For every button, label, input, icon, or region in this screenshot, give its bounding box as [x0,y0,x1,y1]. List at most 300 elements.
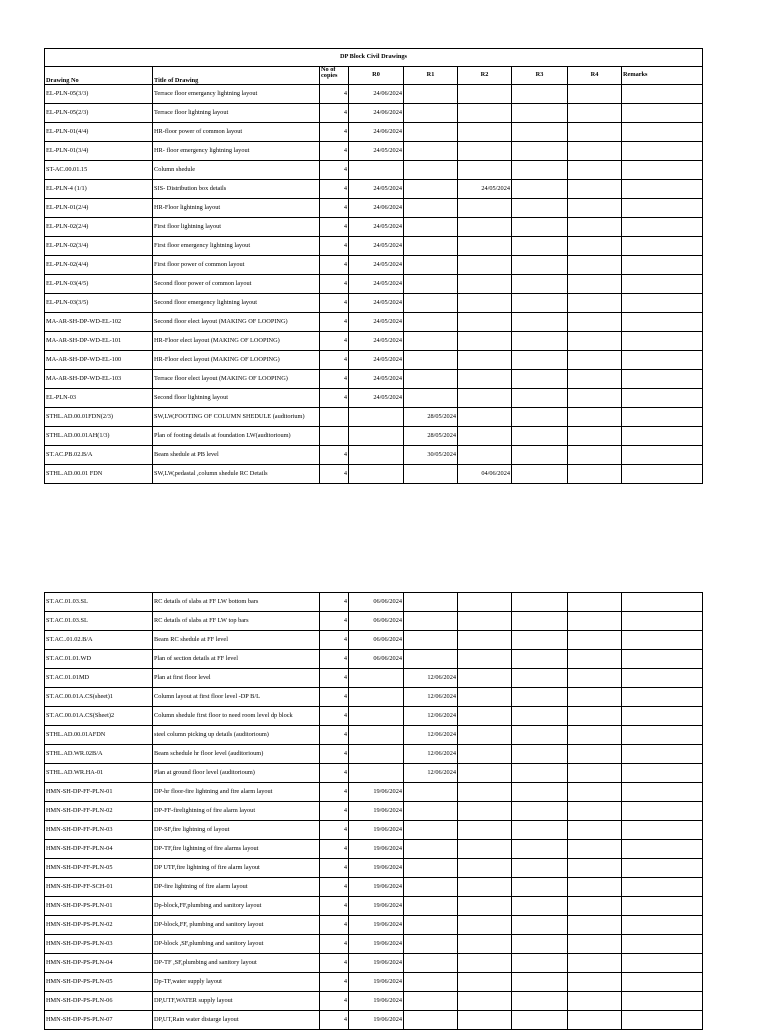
cell-title: Second floor emergency lightning layout [153,294,320,313]
cell-copies: 4 [320,85,349,104]
cell-copies: 4 [320,650,349,669]
cell-copies: 4 [320,123,349,142]
cell-r0: 24/06/2024 [349,123,404,142]
cell-r4 [568,161,622,180]
cell-r3 [512,275,568,294]
cell-r4 [568,237,622,256]
cell-r0: 06/06/2024 [349,650,404,669]
cell-title: DP-FF-firelightning of fire alarm layout [153,802,320,821]
cell-r3 [512,878,568,897]
cell-r4 [568,745,622,764]
table-row [45,218,703,237]
cell-r0 [349,688,404,707]
cell-copies: 4 [320,688,349,707]
cell-r4 [568,1011,622,1030]
cell-copies: 4 [320,218,349,237]
table-row [45,446,703,465]
cell-r3 [512,669,568,688]
cell-r2 [458,612,512,631]
cell-title: DP-SF,fire lightning of layout [153,821,320,840]
cell-title: HR-floor power of common layout [153,123,320,142]
cell-r0: 19/06/2024 [349,935,404,954]
cell-remarks [622,764,703,783]
cell-r3 [512,726,568,745]
cell-r0: 24/06/2024 [349,104,404,123]
cell-r2 [458,764,512,783]
cell-title: Plan of footing details at foundation LW(auditorioum) [153,427,320,446]
table-row [45,85,703,104]
cell-r0: 19/06/2024 [349,973,404,992]
cell-r1 [404,275,458,294]
cell-r1 [404,973,458,992]
cell-r1 [404,180,458,199]
cell-r1 [404,954,458,973]
cell-r0: 24/05/2024 [349,370,404,389]
cell-r2 [458,104,512,123]
cell-r2 [458,783,512,802]
cell-r3 [512,104,568,123]
cell-copies: 4 [320,389,349,408]
cell-title: Beam RC shedule at FF level [153,631,320,650]
cell-drawing-no: ST.AC.01.03.SL [45,612,153,631]
cell-r0: 19/06/2024 [349,1011,404,1030]
cell-r1 [404,123,458,142]
cell-r4 [568,631,622,650]
cell-r1 [404,859,458,878]
cell-r0 [349,726,404,745]
cell-copies: 4 [320,142,349,161]
cell-title: Terrace floor emergancy lightning layout [153,85,320,104]
cell-title: DP-fire lightning of fire alarm layout [153,878,320,897]
cell-remarks [622,593,703,612]
cell-remarks [622,821,703,840]
cell-drawing-no: ST.AC.00.01A.CS(sheet)1 [45,688,153,707]
cell-drawing-no: ST.AC..01.02.B/A [45,631,153,650]
cell-copies: 4 [320,180,349,199]
cell-r4 [568,992,622,1011]
cell-r3 [512,973,568,992]
cell-remarks [622,669,703,688]
table-row [45,878,703,897]
cell-r1 [404,631,458,650]
table-row [45,669,703,688]
cell-remarks [622,726,703,745]
cell-r3 [512,427,568,446]
cell-drawing-no: STHL.AD.00.01AFDN [45,726,153,745]
table-row [45,427,703,446]
cell-r1 [404,783,458,802]
cell-r0: 24/05/2024 [349,313,404,332]
cell-r3 [512,916,568,935]
table-row [45,916,703,935]
cell-r3 [512,370,568,389]
cell-remarks [622,650,703,669]
cell-r3 [512,237,568,256]
cell-r3 [512,446,568,465]
cell-title: DP-block,FF, plumbing and sanitory layout [153,916,320,935]
header-drawing-no: Drawing No [45,67,153,85]
cell-title: Plan of section details at FF level [153,650,320,669]
cell-r2 [458,446,512,465]
cell-title: Column shedule [153,161,320,180]
cell-drawing-no: MA-AR-SH-DP-WD-EL-101 [45,332,153,351]
cell-title: SIS- Distribution box details [153,180,320,199]
cell-r3 [512,142,568,161]
cell-r3 [512,161,568,180]
drawings-table-top [44,48,703,484]
cell-drawing-no: EL-PLN-4 (1/1) [45,180,153,199]
cell-copies: 4 [320,764,349,783]
cell-remarks [622,935,703,954]
cell-r0 [349,745,404,764]
cell-drawing-no: EL-PLN-01(3/4) [45,142,153,161]
table-row [45,802,703,821]
cell-drawing-no: EL-PLN-01(2/4) [45,199,153,218]
drawings-table-bottom [44,592,703,1030]
cell-drawing-no: EL-PLN-02(2/4) [45,218,153,237]
cell-r4 [568,726,622,745]
cell-copies: 4 [320,916,349,935]
header-r4: R4 [568,67,622,85]
table-row [45,294,703,313]
cell-r0 [349,427,404,446]
cell-copies: 4 [320,840,349,859]
cell-r2: 04/06/2024 [458,465,512,484]
cell-r2 [458,427,512,446]
sheet-title: DP Block Civil Drawings [45,49,703,67]
cell-r2 [458,726,512,745]
cell-remarks [622,142,703,161]
cell-r2 [458,1011,512,1030]
cell-title: First floor power of common layout [153,256,320,275]
cell-r3 [512,631,568,650]
cell-remarks [622,389,703,408]
cell-r2 [458,992,512,1011]
cell-r3 [512,351,568,370]
cell-r3 [512,688,568,707]
cell-copies: 4 [320,631,349,650]
cell-remarks [622,199,703,218]
cell-drawing-no: HMN-SH-DP-PS-PLN-01 [45,897,153,916]
cell-r0: 24/05/2024 [349,256,404,275]
table-row [45,764,703,783]
table-row [45,351,703,370]
cell-r3 [512,745,568,764]
table-row [45,897,703,916]
cell-drawing-no: ST.AC.01.01.WD [45,650,153,669]
cell-r1 [404,992,458,1011]
table-row [45,332,703,351]
table-row [45,593,703,612]
table-row [45,707,703,726]
cell-r4 [568,332,622,351]
cell-copies: 4 [320,973,349,992]
cell-r3 [512,408,568,427]
cell-r2 [458,237,512,256]
cell-r0: 24/05/2024 [349,389,404,408]
cell-r1 [404,612,458,631]
cell-drawing-no: EL-PLN-01(4/4) [45,123,153,142]
cell-remarks [622,859,703,878]
cell-r2 [458,593,512,612]
cell-r0 [349,764,404,783]
cell-title: DP-block ,SF,plumbing and sanitory layout [153,935,320,954]
cell-r2 [458,313,512,332]
table-row [45,408,703,427]
cell-copies: 4 [320,612,349,631]
cell-r3 [512,218,568,237]
cell-copies: 4 [320,669,349,688]
cell-title: Plan at first floor level [153,669,320,688]
table-row [45,631,703,650]
cell-r2 [458,631,512,650]
cell-r2 [458,821,512,840]
cell-copies: 4 [320,161,349,180]
cell-remarks [622,688,703,707]
cell-r0: 06/06/2024 [349,631,404,650]
cell-drawing-no: HMN-SH-DP-PS-PLN-03 [45,935,153,954]
cell-title: Column layout at first floor level -DP B/L [153,688,320,707]
cell-drawing-no: EL-PLN-03(3/5) [45,294,153,313]
cell-r1 [404,802,458,821]
table-row [45,142,703,161]
cell-title: Dp-TF,water supply layout [153,973,320,992]
table-row [45,275,703,294]
cell-copies: 4 [320,294,349,313]
cell-r4 [568,199,622,218]
cell-remarks [622,707,703,726]
cell-r4 [568,256,622,275]
cell-remarks [622,237,703,256]
cell-r0 [349,707,404,726]
cell-title: Beam shedule at PB level [153,446,320,465]
cell-r1 [404,294,458,313]
cell-title: Second floor elect layout (MAKING OF LOOPING) [153,313,320,332]
cell-r3 [512,612,568,631]
cell-r4 [568,916,622,935]
cell-r1 [404,237,458,256]
cell-r1 [404,85,458,104]
table-row [45,954,703,973]
cell-title: SW,LW,pedastal ,column shedule RC Details [153,465,320,484]
cell-remarks [622,745,703,764]
cell-r3 [512,199,568,218]
cell-copies: 4 [320,897,349,916]
cell-r1: 12/06/2024 [404,669,458,688]
cell-r1: 12/06/2024 [404,688,458,707]
cell-r3 [512,180,568,199]
table-row [45,465,703,484]
cell-r1 [404,1011,458,1030]
cell-drawing-no: EL-PLN-02(3/4) [45,237,153,256]
cell-r4 [568,123,622,142]
cell-remarks [622,954,703,973]
cell-r1 [404,256,458,275]
cell-r0: 06/06/2024 [349,612,404,631]
cell-r3 [512,332,568,351]
cell-remarks [622,783,703,802]
cell-r2 [458,161,512,180]
header-row [45,67,703,85]
cell-copies: 4 [320,370,349,389]
cell-remarks [622,332,703,351]
cell-copies: 4 [320,954,349,973]
cell-title: DP-TF ,SF,plumbing and sanitory layout [153,954,320,973]
cell-r0: 19/06/2024 [349,992,404,1011]
cell-r1: 30/05/2024 [404,446,458,465]
cell-r1: 12/06/2024 [404,707,458,726]
cell-r4 [568,897,622,916]
cell-r2 [458,916,512,935]
cell-r1 [404,161,458,180]
cell-drawing-no: EL-PLN-05(3/3) [45,85,153,104]
cell-r4 [568,465,622,484]
cell-r4 [568,783,622,802]
cell-r0 [349,465,404,484]
cell-r2 [458,370,512,389]
cell-r1 [404,332,458,351]
cell-copies: 4 [320,313,349,332]
table-row [45,973,703,992]
cell-drawing-no: ST-AC.00.01.15 [45,161,153,180]
cell-r2 [458,332,512,351]
cell-r4 [568,85,622,104]
cell-copies: 4 [320,351,349,370]
cell-r4 [568,821,622,840]
cell-r2 [458,142,512,161]
cell-r0: 19/06/2024 [349,840,404,859]
table-row [45,726,703,745]
cell-r1 [404,465,458,484]
cell-r0: 24/05/2024 [349,142,404,161]
cell-title: RC details of slabs at FF LW top bars [153,612,320,631]
cell-title: Second floor lightning layout [153,389,320,408]
cell-drawing-no: STHL.AD.00.01AH(1/3) [45,427,153,446]
cell-r2 [458,123,512,142]
table-row [45,370,703,389]
cell-title: SW,LW,FOOTING OF COLUMN SHEDULE (auditorium) [153,408,320,427]
cell-drawing-no: STHL.AD.WR.HA-01 [45,764,153,783]
cell-r0: 19/06/2024 [349,897,404,916]
cell-drawing-no: ST.AC.PB.02.B/A [45,446,153,465]
cell-r4 [568,764,622,783]
cell-r0: 19/06/2024 [349,916,404,935]
cell-r4 [568,669,622,688]
cell-r1 [404,878,458,897]
cell-drawing-no: EL-PLN-03 [45,389,153,408]
cell-remarks [622,612,703,631]
cell-r3 [512,783,568,802]
cell-r2 [458,256,512,275]
cell-r3 [512,313,568,332]
cell-r3 [512,707,568,726]
cell-r4 [568,370,622,389]
cell-r4 [568,859,622,878]
cell-r0: 24/06/2024 [349,85,404,104]
cell-drawing-no: HMN-SH-DP-PS-PLN-07 [45,1011,153,1030]
cell-title: HR-Floor elect layout (MAKING OF LOOPING) [153,332,320,351]
cell-r4 [568,294,622,313]
cell-r2 [458,935,512,954]
table-row [45,389,703,408]
cell-remarks [622,256,703,275]
cell-r4 [568,389,622,408]
cell-r2 [458,408,512,427]
cell-r2 [458,389,512,408]
cell-drawing-no: EL-PLN-02(4/4) [45,256,153,275]
cell-remarks [622,446,703,465]
cell-r1 [404,104,458,123]
cell-r3 [512,897,568,916]
cell-copies: 4 [320,446,349,465]
cell-r0 [349,669,404,688]
cell-drawing-no: EL-PLN-03(4/5) [45,275,153,294]
cell-r2 [458,669,512,688]
cell-copies: 4 [320,992,349,1011]
cell-title: Plan at ground floor level (auditorioum) [153,764,320,783]
cell-title: HR-Floor lightning layout [153,199,320,218]
cell-copies: 4 [320,1011,349,1030]
cell-copies: 4 [320,707,349,726]
cell-copies: 4 [320,104,349,123]
cell-r1 [404,313,458,332]
cell-r3 [512,992,568,1011]
cell-r3 [512,802,568,821]
cell-r4 [568,180,622,199]
cell-r0: 24/05/2024 [349,351,404,370]
table-row [45,237,703,256]
cell-r2 [458,954,512,973]
cell-r4 [568,408,622,427]
cell-r3 [512,935,568,954]
cell-title: DP,UT,Rain water distarge layout [153,1011,320,1030]
cell-drawing-no: ST.AC.01.03.SL [45,593,153,612]
cell-remarks [622,313,703,332]
cell-copies: 4 [320,465,349,484]
cell-r2 [458,199,512,218]
table-row [45,821,703,840]
cell-copies: 4 [320,199,349,218]
table-row [45,650,703,669]
cell-r2 [458,294,512,313]
cell-title: First floor lightning layout [153,218,320,237]
cell-remarks [622,218,703,237]
cell-copies: 4 [320,783,349,802]
cell-copies: 4 [320,802,349,821]
cell-copies: 4 [320,593,349,612]
cell-r3 [512,256,568,275]
cell-r3 [512,859,568,878]
cell-title: Beam schedule hr floor level (auditorioum) [153,745,320,764]
cell-r4 [568,688,622,707]
cell-r4 [568,802,622,821]
cell-r2: 24/05/2024 [458,180,512,199]
cell-title: Second floor power of common layout [153,275,320,294]
cell-drawing-no: HMN-SH-DP-FF-PLN-04 [45,840,153,859]
cell-r2 [458,973,512,992]
table-row [45,859,703,878]
cell-r1 [404,840,458,859]
cell-r0: 24/05/2024 [349,237,404,256]
cell-r0: 19/06/2024 [349,954,404,973]
table-row [45,992,703,1011]
cell-remarks [622,878,703,897]
cell-drawing-no: ST.AC.01.01MD [45,669,153,688]
cell-r3 [512,123,568,142]
cell-r4 [568,878,622,897]
table-row [45,688,703,707]
cell-r1 [404,916,458,935]
